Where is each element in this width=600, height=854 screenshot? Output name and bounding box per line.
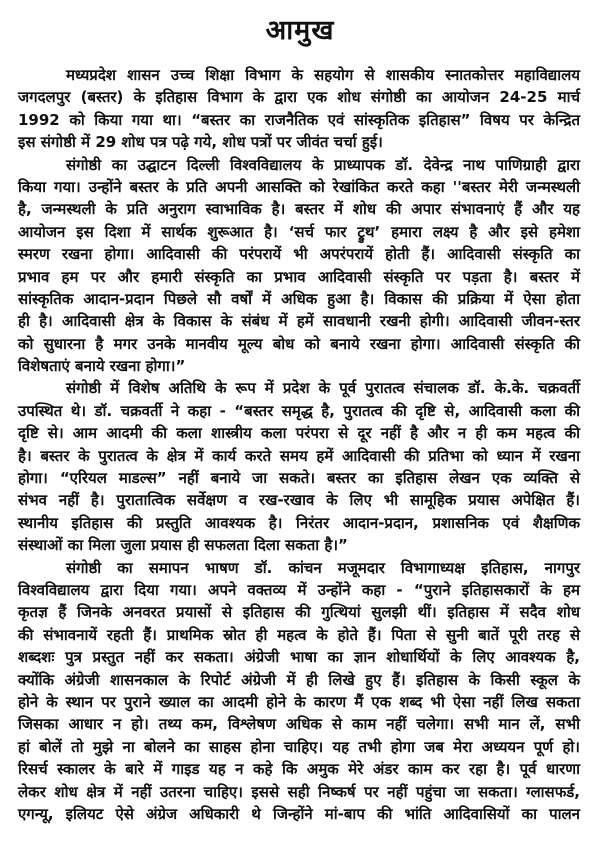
text-line: एगन्यू, इलियट ऐसे अंग्रेज अधिकारी थे जिन्होंने मां-बाप की भांति आदिवासियों का पालन [18,804,580,823]
text-line: स्थानीय इतिहास की प्रस्तुति आवश्यक है। निरंतर आदान-प्रदान, प्रशासनिक एवं शैक्षणिक [18,513,580,532]
text-line: होने के स्थान पर पुराने ख्याल का आदमी होने के कारण मैं एक शब्द भी ऐसा नहीं लिख सकता [18,692,580,711]
text-line: लेकर शोध क्षेत्र में नहीं उतरना चाहिए। इससे सही निष्कर्ष पर नहीं पहुंचा जा सकता। ग्लासफर्ड, [18,782,580,801]
text-line: प्रभाव हम पर और हमारी संस्कृति का प्रभाव आदिवासी संस्कृति पर पड़ता है। बस्तर में [18,267,580,286]
text-line: है। बस्तर के पुरातत्व के क्षेत्र में कार्य करते समय हमें आदिवासी की प्रतिभा को ध्यान में रखना [18,446,580,465]
text-line: संस्थाओं का मिला जुला प्रयास ही सफलता दिला सकता है।” [18,536,348,555]
text-line: की संभावनायें रहती हैं। प्राथमिक स्रोत ही महत्व के होते हैं। पिता से सुनी बातें पूरी तरह से [18,625,580,644]
text-line: संभव नहीं है। पुरातात्विक सर्वेक्षण व रख-रखाव के लिए भी सामूहिक प्रयास अपेक्षित हैं। [18,491,580,510]
text-line: 1992 को किया गया था। “बस्तर का राजनैतिक एवं सांस्कृतिक इतिहास” विषय पर केन्द्रित [18,110,580,129]
text-line: होगा। “एरियल माडल्स” नहीं बनाये जा सकते। बस्तर का इतिहास लेखन एक व्यक्ति से [18,469,580,488]
text-line: क्योंकि अंग्रेजी शासनकाल के रिपोर्ट अंग्रेजी में ही लिखे हुए हैं। इतिहास के किसी स्कूल के [18,670,580,689]
text-line: संगोष्ठी का समापन भाषण डॉ. कांचन मजूमदार विभागाध्यक्ष इतिहास, नागपुर [66,558,580,577]
text-line: कृतज्ञ हैं जिनके अनवरत प्रयासों से इतिहास की गुत्थियां सुलझी थीं। इतिहास में सदैव शोध [18,603,580,622]
text-line: है, जन्मस्थली के प्रति अनुराग स्वाभाविक है। बस्तर में शोध की अपार संभावनाएं हैं और यह [18,200,580,219]
text-line: जगदलपुर (बस्तर) के इतिहास विभाग के द्वारा एक शोध संगोष्ठी का आयोजन 24-25 मार्च [18,88,580,107]
text-line: सांस्कृतिक आदान-प्रदान पिछले सौ वर्षों में अधिक हुआ है। विकास की प्रक्रिया में ऐसा होता [18,289,580,308]
text-line: संगोष्ठी में विशेष अतिथि के रूप में प्रदेश के पूर्व पुरातत्व संचालक डॉ. के.के. चक्रवर्ती [66,379,580,398]
text-line: विशेषताएं बनाये रखना होगा।” [18,357,186,376]
text-line: हां बोलें तो मुझे ना बोलने का साहस होना चाहिए। यह तभी होगा जब मेरा अध्ययन पूर्ण हो। [18,737,580,756]
text-line: रिसर्च स्कालर के बारे में गाइड यह न कहे कि अमुक मेरे अंडर काम कर रहा है। पूर्व धारणा [18,760,580,779]
text-line: संगोष्ठी का उद्घाटन दिल्ली विश्वविद्यालय के प्राध्यापक डॉ. देवेन्द्र नाथ पाणिग्राही द्वारा [66,155,580,174]
text-line: किया गया। उन्होंने बस्तर के प्रति अपनी आसक्ति को रेखांकित करते कहा ''बस्तर मेरी जन्मस्थली [18,177,580,196]
text-line: मध्यप्रदेश शासन उच्च शिक्षा विभाग के सहयोग से शासकीय स्नातकोत्तर महाविद्यालय [66,66,580,84]
text-line: विश्वविद्यालय द्वारा दिया गया। अपने वक्तव्य में उन्होंने कहा - “पुराने इतिहासकारों के हम [18,580,580,599]
text-line: दृष्टि से। आम आदमी की कला शास्त्रीय कला परंपरा से दूर नहीं है और न ही कम महत्व की [18,424,580,443]
text-line: इस संगोष्ठी में 29 शोध पत्र पढ़े गये, शोध पत्रों पर जीवंत चर्चा हुई। [18,133,383,152]
text-line: शब्दशः पुत्र प्रस्तुत नहीं कर सकता। अंग्रेजी भाषा का ज्ञान शोधार्थियों के लिए आवश्यक है, [18,648,580,667]
page-title: आमुख [265,15,335,46]
text-line: को सुधारना है मगर उनके मानवीय मूल्य बोध को बनाये रखना होगा। आदिवासी संस्कृति की [18,334,580,353]
text-line: ही है। आदिवासी क्षेत्र के विकास के संबंध में हमें सावधानी रखनी होगी। आदिवासी जीवन-स्तर [18,312,580,331]
text-line: स्मरण रखना होगा। आदिवासी की परंपरायें भी अपरंपरायें होती हैं। आदिवासी संस्कृति का [18,245,580,264]
text-line: आयोजन इस दिशा में सार्थक शुरूआत है। ‘सर्च फार ट्रुथ’ हमारा लक्ष्य है और इसे हमेशा [18,222,580,241]
text-line: उपस्थित थे। डॉ. चक्रवर्ती ने कहा - “बस्तर समृद्ध है, पुरातत्व की दृष्टि से, आदिवासी कला की [18,401,580,420]
text-line: जिसका आधार न हो। तथ्य कम, विश्लेषण अधिक से काम नहीं चलेगा। सभी मान लें, सभी [18,715,580,734]
document-body [18,64,580,825]
